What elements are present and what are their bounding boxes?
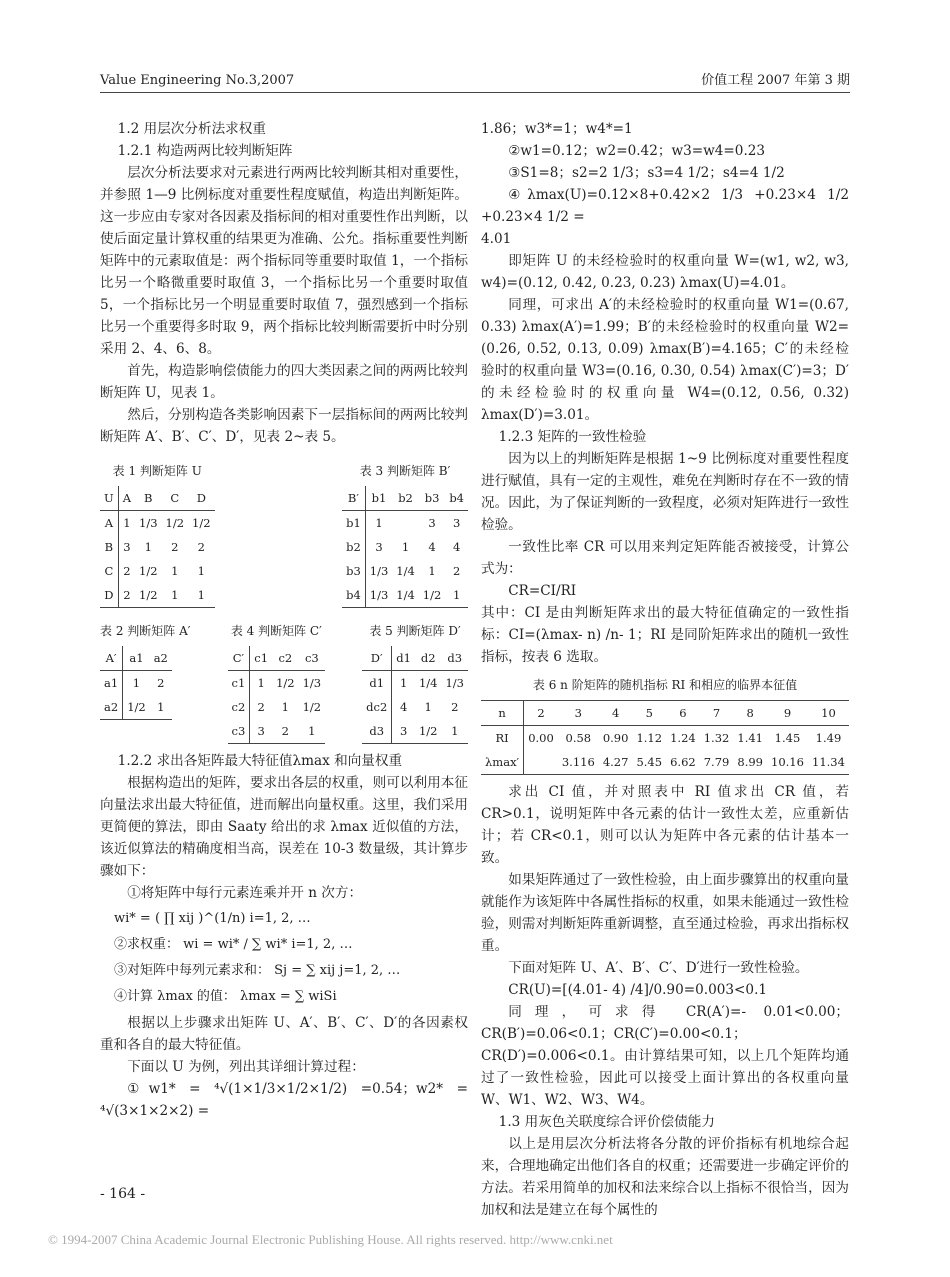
table-cell: 3 [257, 724, 265, 738]
paragraph: 求出 CI 值，并对照表中 RI 值求出 CR 值，若 CR>0.1，说明矩阵中各元素的估计一致性太差，应重新估计；若 CR<0.1，则可以认为矩阵中各元素的估计基本一致。 [481, 784, 849, 866]
table-cell: 1/2 [165, 516, 185, 530]
formula-2: ②求权重： wi = wi* / ∑ wi* i=1, 2, … [114, 937, 353, 952]
table-cell: a2 [100, 695, 123, 720]
table-cell: 1.41 [737, 731, 763, 745]
table-cell: 6 [666, 701, 700, 726]
table-cell: 1 [123, 516, 131, 530]
paragraph: 根据以上步骤求出矩阵 U、A′、B′、C′、D′的各因素权重和各自的最大特征值。 [100, 1015, 468, 1053]
table-cell: c1 [228, 671, 250, 696]
table-2 [100, 646, 172, 720]
table-cell: 1 [197, 588, 205, 602]
table-cell: 3.116 [561, 755, 595, 769]
table-cell: 1 [171, 564, 179, 578]
table-row [228, 695, 326, 719]
table-cell: 5 [632, 701, 666, 726]
table-cell: λmax′ [481, 750, 524, 775]
table-cell: c3 [228, 719, 250, 744]
table-cell: a1 [100, 671, 123, 696]
table-cell: 1/2 [422, 588, 442, 602]
table-cell: 1.24 [670, 731, 696, 745]
table-cell: 1/3 [369, 588, 389, 602]
table-header-cell: d1 [392, 646, 415, 671]
table-header-cell: c2 [272, 646, 299, 671]
step-text: ①将矩阵中每行元素连乘并开 n 次方： [127, 885, 363, 901]
table-cell: 1 [197, 564, 205, 578]
table-4-wrap [228, 614, 326, 744]
table-cell: 1 [451, 724, 459, 738]
table-header-cell: C [162, 486, 189, 511]
table-header-cell: C′ [228, 646, 250, 671]
table-cell: 1 [132, 676, 141, 690]
table-cell: 4 [452, 540, 461, 554]
tables-row-2 [100, 614, 468, 744]
table-cell: 2 [123, 588, 131, 602]
table-cell: 2 [281, 724, 289, 738]
table-5 [362, 646, 468, 744]
paragraph: 然后，分别构造各类影响因素下一层指标间的两两比较判断矩阵 A′、B′、C′、D′，见表 2~表 5。 [100, 407, 468, 445]
page-number: - 164 - [100, 1186, 146, 1202]
subsection-heading: 1.2.2 求出各矩阵最大特征值λmax 和向量权重 [117, 753, 403, 769]
table-row [342, 511, 468, 536]
table-cell: 1/3 [302, 676, 322, 690]
table-cell: b1 [342, 511, 365, 536]
paragraph: 下面以 U 为例，列出其详细计算过程： [127, 1059, 365, 1075]
table-header-row [100, 486, 215, 511]
table-header-cell: A′ [100, 646, 123, 671]
table-cell: 6.62 [670, 755, 696, 769]
table-1 [100, 486, 215, 608]
table-cell: 2 [197, 540, 205, 554]
table-cell: 1.49 [815, 731, 842, 745]
table-cell: 3 [558, 701, 599, 726]
table-cell: 7 [700, 701, 734, 726]
paragraph: 同理，可求出 A′的未经检验时的权重向量 W1=(0.67, 0.33) λmax(A′)=1.99；B′的未经检验时的权重向量 W2=(0.26, 0.52, 0.13, 0.09) λmax(B′)=4.165；C′的未经检验时的权重向量 W3=(0.16, 0.30, 0.54) λmax(C′)=3；D′的未经检验时的权重向量 W4=(0.12, 0.56, 0.32) λmax(D′)=3.01。 [481, 297, 849, 423]
subsection-heading: 1.2.1 构造两两比较判断矩阵 [117, 143, 293, 159]
table-2-caption: 表 2 判断矩阵 A′ [100, 624, 191, 638]
table-cell: 10 [808, 701, 849, 726]
table-cell: 8.99 [737, 755, 763, 769]
table-cell: 1.45 [774, 731, 801, 745]
table-row [481, 726, 849, 751]
paragraph: 一致性比率 CR 可以用来判定矩阵能否被接受，计算公式为： [481, 539, 849, 577]
table-header-cell: B′ [342, 486, 365, 511]
formula-1: wi* = ( ∏ xij )^(1/n) i=1, 2, … [114, 911, 311, 926]
table-header-row [100, 646, 172, 671]
left-column [100, 118, 468, 1122]
table-cell: 1/3 [369, 564, 389, 578]
table-cell: A [100, 511, 118, 536]
table-header-cell: d3 [441, 646, 468, 671]
formula-cru: CR(U)=[(4.01- 4) /4]/0.90=0.003<0.1 [508, 982, 768, 998]
section-heading: 1.2 用层次分析法求权重 [117, 121, 266, 137]
paragraph: 因为以上的判断矩阵是根据 1~9 比例标度对重要性程度进行赋值，具有一定的主观性，难免在判断时存在不一致的情况。因此，为了保证判断的一致程度，必须对矩阵进行一致性检验。 [481, 451, 849, 533]
table-header-cell: D [188, 486, 215, 511]
table-cell: b3 [342, 559, 365, 583]
table-cell [392, 511, 419, 536]
table-cell: 3 [375, 540, 383, 554]
table-4 [228, 646, 326, 744]
table-cell: 0.58 [565, 731, 592, 745]
table-header-cell: a1 [123, 646, 150, 671]
table-header-cell: A [118, 486, 135, 511]
table-3 [342, 486, 468, 608]
table-row [362, 695, 468, 719]
paragraph: 根据构造出的矩阵，要求出各层的权重，则可以利用本征向量法求出最大特征值，进而解出向量权重。这里，我们采用更简便的算法，即由 Saaty 给出的求 λmax 近似值的方法，该近似算法的精确度相当高，误差在 10-3 数量级，其计算步骤如下： [100, 775, 468, 879]
table-cell: 4 [599, 701, 633, 726]
table-cell: 2 [171, 540, 179, 554]
table-row [100, 559, 215, 583]
table-cell: dc2 [362, 695, 392, 719]
table-cell: RI [481, 726, 524, 751]
table-cell: 1 [424, 700, 432, 714]
table-header-cell: b4 [445, 486, 468, 511]
table-row [100, 583, 215, 608]
paragraph: 以上是用层次分析法将各分散的评价指标有机地综合起来，合理地确定出他们各自的权重；还需要进一步确定评价的方法。若采用简单的加权和法来综合以上指标不很恰当，因为加权和法是建立在每个属性的 [481, 1136, 849, 1218]
journal-name-en: Value Engineering No.3,2007 [100, 73, 295, 88]
table-cell: 1.12 [636, 731, 663, 745]
table-cell: 1 [144, 540, 152, 554]
table-row [362, 671, 468, 696]
table-cell: 11.34 [812, 755, 845, 769]
table-cell: 1 [171, 588, 179, 602]
table-cell: 1/2 [127, 700, 146, 714]
table-cell: 2 [123, 564, 131, 578]
table-cell: n [481, 701, 524, 726]
table-cell: 1 [308, 724, 316, 738]
formula-3: ③对矩阵中每列元素求和： Sj = ∑ xij j=1, 2, … [114, 963, 401, 978]
tables-row-1 [100, 454, 468, 608]
table-cell [524, 750, 558, 775]
table-cell: 1/2 [302, 700, 322, 714]
table-cell: 8 [733, 701, 767, 726]
table-header-cell: b3 [419, 486, 446, 511]
table-cell: 2 [524, 701, 558, 726]
table-cell: 2 [157, 676, 165, 690]
table-cell: 1/2 [139, 588, 158, 602]
table-cell: 1 [257, 676, 265, 690]
paragraph: 即矩阵 U 的未经检验时的权重向量 W=(w1, w2, w3, w4)=(0.12, 0.42, 0.23, 0.23) λmax(U)=4.01。 [481, 253, 849, 291]
table-header-cell: c3 [299, 646, 326, 671]
table-5-wrap [362, 614, 468, 744]
table-cell: 1/2 [192, 516, 211, 530]
table-cell: 1 [399, 676, 408, 690]
formula-cr: CR=CI/RI [508, 583, 577, 599]
table-cell: 1/4 [396, 588, 415, 602]
table-header-cell: d2 [415, 646, 442, 671]
table-cell: 0.00 [528, 731, 554, 745]
table-cell: B [100, 535, 118, 559]
table-1-caption: 表 1 判断矩阵 U [112, 464, 202, 478]
table-header-row [342, 486, 468, 511]
table-2-wrap [100, 614, 190, 744]
table-header-cell: b2 [392, 486, 419, 511]
table-row [342, 559, 468, 583]
table-cell: 1/4 [396, 564, 415, 578]
table-cell: 1/3 [139, 516, 158, 530]
table-row [362, 719, 468, 744]
table-cell: 4.27 [602, 755, 629, 769]
table-row [342, 583, 468, 608]
table-cell: b4 [342, 583, 365, 608]
table-cell: 1 [375, 516, 383, 530]
table-row [100, 695, 172, 720]
table-cell: 1/3 [445, 676, 464, 690]
table-row [100, 535, 215, 559]
table-row [100, 671, 172, 696]
table-cell: 1 [157, 700, 165, 714]
table-cell: 3 [123, 540, 131, 554]
table-row [342, 535, 468, 559]
table-cell: 1/4 [418, 676, 438, 690]
table-header-row [362, 646, 468, 671]
table-5-caption: 表 5 判断矩阵 D′ [369, 624, 461, 638]
subsection-heading: 1.2.3 矩阵的一致性检验 [498, 429, 647, 445]
paragraph: 首先，构造影响偿债能力的四大类因素之间的两两比较判断矩阵 U，见表 1。 [100, 363, 468, 401]
table-cell: d3 [362, 719, 392, 744]
table-cell: 1 [452, 588, 461, 602]
table-cell: 4 [399, 700, 408, 714]
table-cell: 3 [399, 724, 408, 738]
table-3-caption: 表 3 判断矩阵 B′ [359, 464, 451, 478]
table-cell: 10.16 [771, 755, 804, 769]
copyright-footer: © 1994-2007 China Academic Journal Electronic Publishing House. All rights reserved. http://www.cnki.net [48, 1232, 613, 1247]
table-header-cell: a2 [150, 646, 172, 671]
formula-4: ④计算 λmax 的值： λmax = ∑ wiSi [114, 989, 337, 1004]
table-header-cell: c1 [250, 646, 272, 671]
paragraph: 层次分析法要求对元素进行两两比较判断其相对重要性，并参照 1—9 比例标度对重要性程度赋值，构造出判断矩阵。这一步应由专家对各因素及指标间的相对重要性作出判断，以使后面定量计算权重的结果更为准确、公允。指标重要性判断矩阵中的元素取值是：两个指标同等重要时取值 1，一个指标比另一个略微重要时取值 3，一个指标比另一个重要时取值 5，一个指标比另一个明显重要时取值 7，强烈感到一个指标比另一个重要得多时取 9，两个指标比较判断需要折中时分别采用 2、4、6、8。 [100, 165, 468, 357]
table-cell: 1 [401, 540, 410, 554]
table-cell: 1 [281, 700, 289, 714]
table-header-cell: B [135, 486, 162, 511]
table-row [481, 750, 849, 775]
table-cell: D [100, 583, 118, 608]
section-heading: 1.3 用灰色关联度综合评价偿债能力 [498, 1114, 715, 1130]
table-cell: b2 [342, 535, 365, 559]
table-6 [481, 700, 849, 775]
table-cell: 2 [257, 700, 265, 714]
table-row [228, 719, 326, 744]
right-column [481, 118, 849, 1221]
table-1-wrap [100, 454, 215, 608]
table-cell: C [100, 559, 118, 583]
table-cell: c2 [228, 695, 250, 719]
table-row [481, 701, 849, 726]
table-4-caption: 表 4 判断矩阵 C′ [230, 624, 322, 638]
calc-line: ③S1=8；s2=2 1/3；s3=4 1/2；s4=4 1/2 [508, 165, 785, 181]
table-cell: 3 [428, 516, 436, 530]
running-header [100, 66, 850, 93]
table-cell: 4 [428, 540, 436, 554]
table-cell: 9 [767, 701, 808, 726]
table-cell: 2 [452, 564, 461, 578]
table-row [100, 511, 215, 536]
table-cell: d1 [362, 671, 392, 696]
table-cell: 0.90 [602, 731, 629, 745]
calc-line: ②w1=0.12；w2=0.42；w3=w4=0.23 [508, 143, 766, 159]
table-cell: 1 [428, 564, 436, 578]
paragraph: 同理，可求得 CR(A′)=- 0.01<0.00；CR(B′)=0.06<0.1；CR(C′)=0.00<0.1；CR(D′)=0.006<0.1。由计算结果可知，以上几个矩阵均通过了一致性检验，因此可以接受上面计算出的各权重向量 W、W1、W2、W3、W4。 [481, 1004, 849, 1108]
table-row [228, 671, 326, 696]
calc-line: 4.01 [481, 231, 512, 247]
table-3-wrap [342, 454, 468, 608]
table-header-cell: U [100, 486, 118, 511]
paragraph: 其中：CI 是由判断矩阵求出的最大特征值确定的一致性指标：CI=(λmax- n) /n- 1；RI 是同阶矩阵求出的随机一致性指标，按表 6 选取。 [481, 605, 849, 665]
table-cell: 5.45 [636, 755, 663, 769]
calc-line: ④λmax(U)=0.12×8+0.42×2 1/3 +0.23×4 1/2 +0.23×4 1/2 = [481, 187, 849, 225]
paragraph: ①w1* = ⁴√(1×1/3×1/2×1/2) =0.54；w2* = ⁴√(3×1×2×2) = [100, 1081, 468, 1119]
table-cell: 3 [452, 516, 461, 530]
paragraph: 下面对矩阵 U、A′、B′、C′、D′进行一致性检验。 [508, 960, 809, 976]
table-cell: 1/2 [139, 564, 158, 578]
paragraph: 如果矩阵通过了一致性检验，由上面步骤算出的权重向量就能作为该矩阵中各属性指标的权重，如果未能通过一致性检验，则需对判断矩阵重新调整，直至通过检验，再求出指标权重。 [481, 872, 849, 954]
table-header-cell: b1 [365, 486, 392, 511]
journal-name-cn: 价值工程 2007 年第 3 期 [701, 73, 850, 88]
table-cell: 7.79 [703, 755, 730, 769]
table-cell: 1.32 [703, 731, 730, 745]
calc-line: 1.86；w3*=1；w4*=1 [481, 121, 633, 137]
table-header-row [228, 646, 326, 671]
table-6-caption: 表 6 n 阶矩阵的随机指标 RI 和相应的临界本征值 [532, 678, 798, 692]
table-cell: 1/2 [276, 676, 295, 690]
table-header-cell: D′ [362, 646, 392, 671]
table-cell: 1/2 [418, 724, 438, 738]
table-cell: 2 [451, 700, 459, 714]
